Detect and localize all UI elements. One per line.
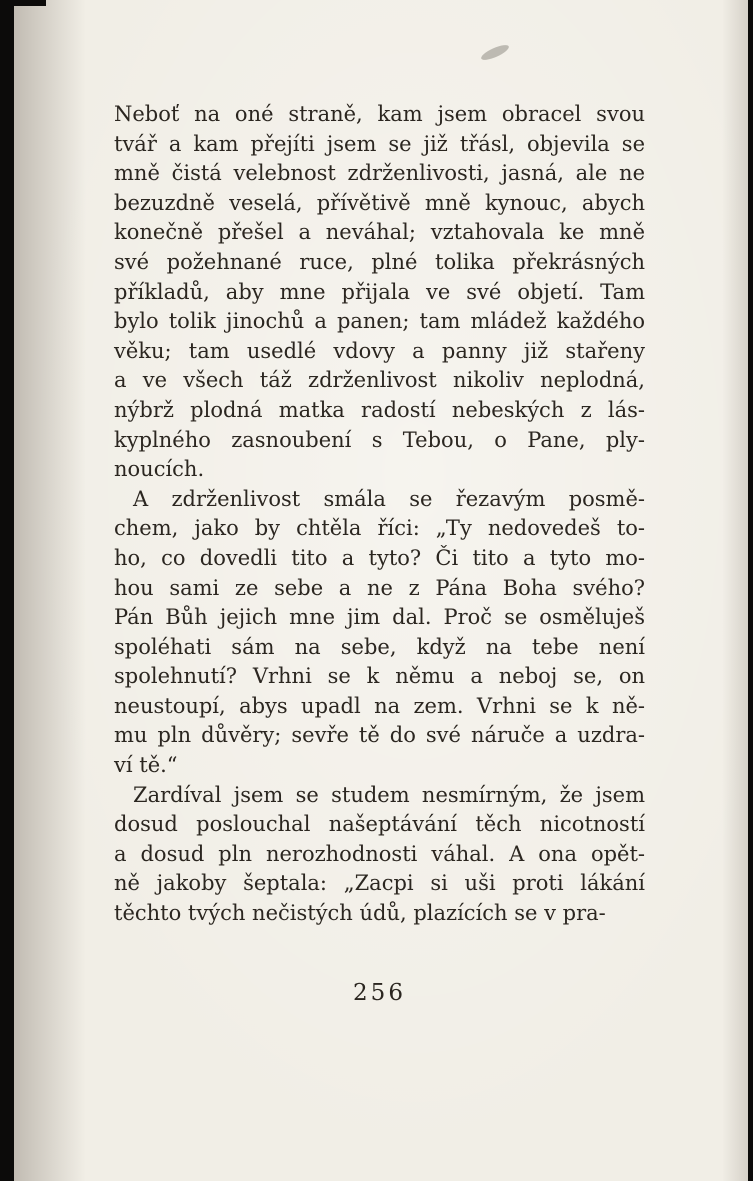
text-line: bylo tolik jinochů a panen; tam mládež každého	[114, 309, 645, 334]
text-line: těchto tvých nečistých údů, plazících se v pra-	[114, 901, 606, 926]
text-line: věku; tam usedlé vdovy a panny již stařeny	[114, 338, 645, 363]
text-line: chem, jako by chtěla říci: „Ty nedovedeš to-	[114, 516, 645, 541]
text-line: ví tě.“	[114, 753, 178, 778]
text-line: spolehnutí? Vrhni se k němu a neboj se, on	[114, 664, 645, 689]
text-line: spoléhati sám na sebe, když na tebe není	[114, 634, 645, 659]
paragraph	[114, 485, 645, 781]
text-line: bezuzdně veselá, přívětivě mně kynouc, abych	[114, 190, 645, 215]
page-right-shadow	[722, 0, 748, 1181]
text-line: ně jakoby šeptala: „Zacpi si uši proti lákání	[114, 871, 645, 896]
text-line: neustoupí, abys upadl na zem. Vrhni se k ně-	[114, 693, 645, 718]
text-line: noucích.	[114, 457, 205, 482]
page-number: 256	[353, 980, 406, 1006]
paragraph	[114, 781, 645, 929]
text-line: nýbrž plodná matka radostí nebeských z lás-	[114, 397, 645, 422]
text-line: Zardíval jsem se studem nesmírným, že jsem	[133, 782, 645, 807]
text-line: Pán Bůh jejich mne jim dal. Proč se osměluješ	[114, 605, 645, 630]
text-line: A zdrženlivost smála se řezavým posmě-	[133, 486, 645, 511]
text-line: dosud poslouchal našeptávání těch nicotností	[114, 812, 645, 837]
scan-edge-right	[748, 0, 753, 1181]
text-line: a ve všech táž zdrženlivost nikoliv neplodná,	[114, 368, 645, 393]
scan-edge-left	[0, 0, 14, 1181]
text-line: konečně přešel a neváhal; vztahovala ke mně	[114, 220, 645, 245]
scan-edge-top	[0, 0, 46, 6]
text-line: tvář a kam přejíti jsem se již třásl, objevila se	[114, 131, 645, 156]
text-line: příkladů, aby mne přijala ve své objetí. Tam	[114, 279, 645, 304]
text-line: a dosud pln nerozhodnosti váhal. A ona opět-	[114, 841, 645, 866]
text-line: své požehnané ruce, plné tolika překrásných	[114, 249, 645, 274]
scan-smudge-mark	[479, 42, 510, 62]
text-line: mu pln důvěry; sevře tě do své náruče a uzdra-	[114, 723, 645, 748]
text-line: ho, co dovedli tito a tyto? Či tito a tyto mo-	[114, 545, 645, 570]
page-gutter-shadow	[14, 0, 86, 1181]
text-line: Neboť na oné straně, kam jsem obracel svou	[114, 102, 645, 126]
text-line: kyplného zasnoubení s Tebou, o Pane, ply-	[114, 427, 645, 452]
paragraph	[114, 100, 645, 485]
text-line: mně čistá velebnost zdrženlivosti, jasná, ale ne	[114, 161, 645, 186]
text-block	[114, 100, 645, 929]
text-line: hou sami ze sebe a ne z Pána Boha svého?	[114, 575, 645, 600]
